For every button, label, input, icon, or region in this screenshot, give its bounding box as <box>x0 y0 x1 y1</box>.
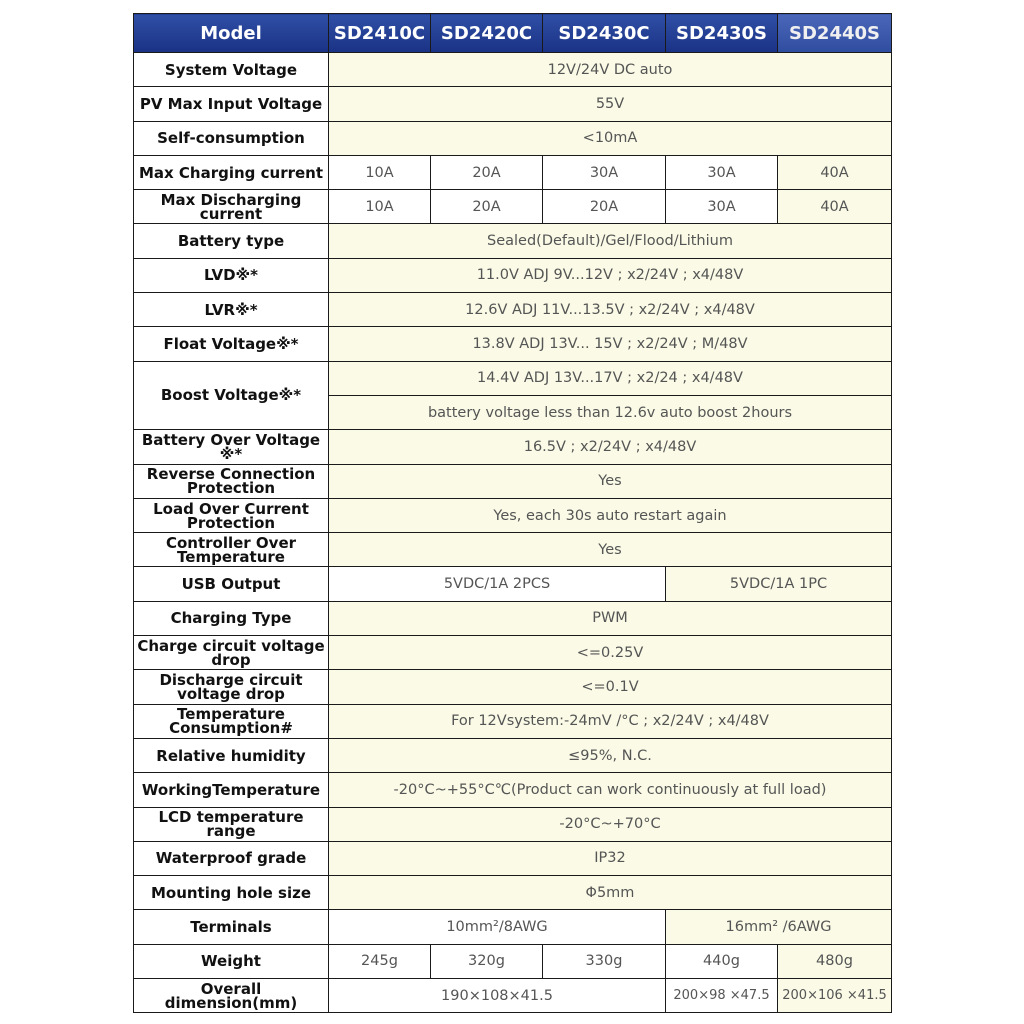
cell-value: 20A <box>431 155 543 189</box>
row-value: <=0.25V <box>329 636 892 670</box>
row-value: PWM <box>329 601 892 635</box>
cell-value: 40A <box>778 155 892 189</box>
row-value: 14.4V ADJ 13V...17V ; x2/24 ; x4/48V <box>329 361 892 395</box>
row-value: 16.5V ; x2/24V ; x4/48V <box>329 430 892 464</box>
header-row <box>134 14 892 53</box>
row-label: Max Charging current <box>134 155 329 189</box>
table-row <box>134 979 892 1013</box>
row-value: -20°C~+70°C <box>329 807 892 841</box>
table-row <box>134 773 892 807</box>
table-row <box>134 670 892 704</box>
row-label: Load Over Current Protection <box>134 498 329 532</box>
table-row <box>134 738 892 772</box>
row-value: Yes, each 30s auto restart again <box>329 498 892 532</box>
row-label: Overall dimension(mm) <box>134 979 329 1013</box>
table-row <box>134 327 892 361</box>
table-row <box>134 567 892 601</box>
row-label: LCD temperature range <box>134 807 329 841</box>
table-row <box>134 601 892 635</box>
row-label: Max Discharging current <box>134 190 329 224</box>
row-label: Terminals <box>134 910 329 944</box>
row-note: battery voltage less than 12.6v auto boost 2hours <box>329 395 892 429</box>
table-row <box>134 704 892 738</box>
row-label: USB Output <box>134 567 329 601</box>
row-label: Reverse Connection Protection <box>134 464 329 498</box>
model-sd2420c: SD2420C <box>431 14 543 53</box>
row-value: <10mA <box>329 121 892 155</box>
row-label: System Voltage <box>134 53 329 87</box>
row-value: 5VDC/1A 2PCS <box>329 567 666 601</box>
row-value: IP32 <box>329 841 892 875</box>
cell-value: 480g <box>778 944 892 978</box>
cell-value: 10A <box>329 155 431 189</box>
row-value: 11.0V ADJ 9V...12V ; x2/24V ; x4/48V <box>329 258 892 292</box>
row-value: -20°C~+55°C℃(Product can work continuously at full load) <box>329 773 892 807</box>
row-label: Relative humidity <box>134 738 329 772</box>
row-label: Temperature Consumption# <box>134 704 329 738</box>
cell-value: 10A <box>329 190 431 224</box>
row-value: 12V/24V DC auto <box>329 53 892 87</box>
cell-value: 30A <box>666 190 778 224</box>
row-value: 5VDC/1A 1PC <box>666 567 892 601</box>
row-value: 200×98 ×47.5 <box>666 979 778 1013</box>
row-label: WorkingTemperature <box>134 773 329 807</box>
row-label: Controller Over Temperature <box>134 533 329 567</box>
row-value: 13.8V ADJ 13V... 15V ; x2/24V ; M/48V <box>329 327 892 361</box>
table-row <box>134 224 892 258</box>
row-value: 190×108×41.5 <box>329 979 666 1013</box>
row-label: Battery Over Voltage ※* <box>134 430 329 464</box>
cell-value: 20A <box>543 190 666 224</box>
row-label: Self-consumption <box>134 121 329 155</box>
row-value: 12.6V ADJ 11V...13.5V ; x2/24V ; x4/48V <box>329 293 892 327</box>
cell-value: 440g <box>666 944 778 978</box>
model-sd2430s: SD2430S <box>666 14 778 53</box>
cell-value: 330g <box>543 944 666 978</box>
row-value: ≤95%, N.C. <box>329 738 892 772</box>
cell-value: 320g <box>431 944 543 978</box>
row-label: Weight <box>134 944 329 978</box>
row-label: Float Voltage※* <box>134 327 329 361</box>
table-row <box>134 498 892 532</box>
cell-value: 40A <box>778 190 892 224</box>
row-value: 200×106 ×41.5 <box>778 979 892 1013</box>
table-row <box>134 155 892 189</box>
table-row <box>134 464 892 498</box>
row-value: For 12Vsystem:-24mV /°C ; x2/24V ; x4/48V <box>329 704 892 738</box>
table-row <box>134 293 892 327</box>
row-label: LVR※* <box>134 293 329 327</box>
table-row <box>134 87 892 121</box>
table-row <box>134 121 892 155</box>
row-label: PV Max Input Voltage <box>134 87 329 121</box>
row-label: Mounting hole size <box>134 876 329 910</box>
table-row <box>134 53 892 87</box>
table-row <box>134 258 892 292</box>
table-row <box>134 841 892 875</box>
table-row <box>134 361 892 395</box>
row-value: Φ5mm <box>329 876 892 910</box>
row-value: <=0.1V <box>329 670 892 704</box>
table-row <box>134 910 892 944</box>
cell-value: 245g <box>329 944 431 978</box>
table-row <box>134 807 892 841</box>
model-sd2410c: SD2410C <box>329 14 431 53</box>
table-row <box>134 430 892 464</box>
spec-table <box>133 13 892 1013</box>
row-label: Charge circuit voltage drop <box>134 636 329 670</box>
row-label: Boost Voltage※* <box>134 361 329 430</box>
cell-value: 30A <box>666 155 778 189</box>
row-value: 10mm²/8AWG <box>329 910 666 944</box>
table-row <box>134 876 892 910</box>
row-value: Yes <box>329 533 892 567</box>
row-value: Yes <box>329 464 892 498</box>
model-sd2440s: SD2440S <box>778 14 892 53</box>
row-value: 55V <box>329 87 892 121</box>
model-sd2430c: SD2430C <box>543 14 666 53</box>
row-label: Charging Type <box>134 601 329 635</box>
model-header: Model <box>134 14 329 53</box>
row-label: Battery type <box>134 224 329 258</box>
row-label: Waterproof grade <box>134 841 329 875</box>
cell-value: 20A <box>431 190 543 224</box>
row-value: 16mm² /6AWG <box>666 910 892 944</box>
row-label: Discharge circuit voltage drop <box>134 670 329 704</box>
table-row <box>134 190 892 224</box>
row-label: LVD※* <box>134 258 329 292</box>
table-row <box>134 944 892 978</box>
table-row <box>134 533 892 567</box>
row-value: Sealed(Default)/Gel/Flood/Lithium <box>329 224 892 258</box>
cell-value: 30A <box>543 155 666 189</box>
table-row <box>134 636 892 670</box>
